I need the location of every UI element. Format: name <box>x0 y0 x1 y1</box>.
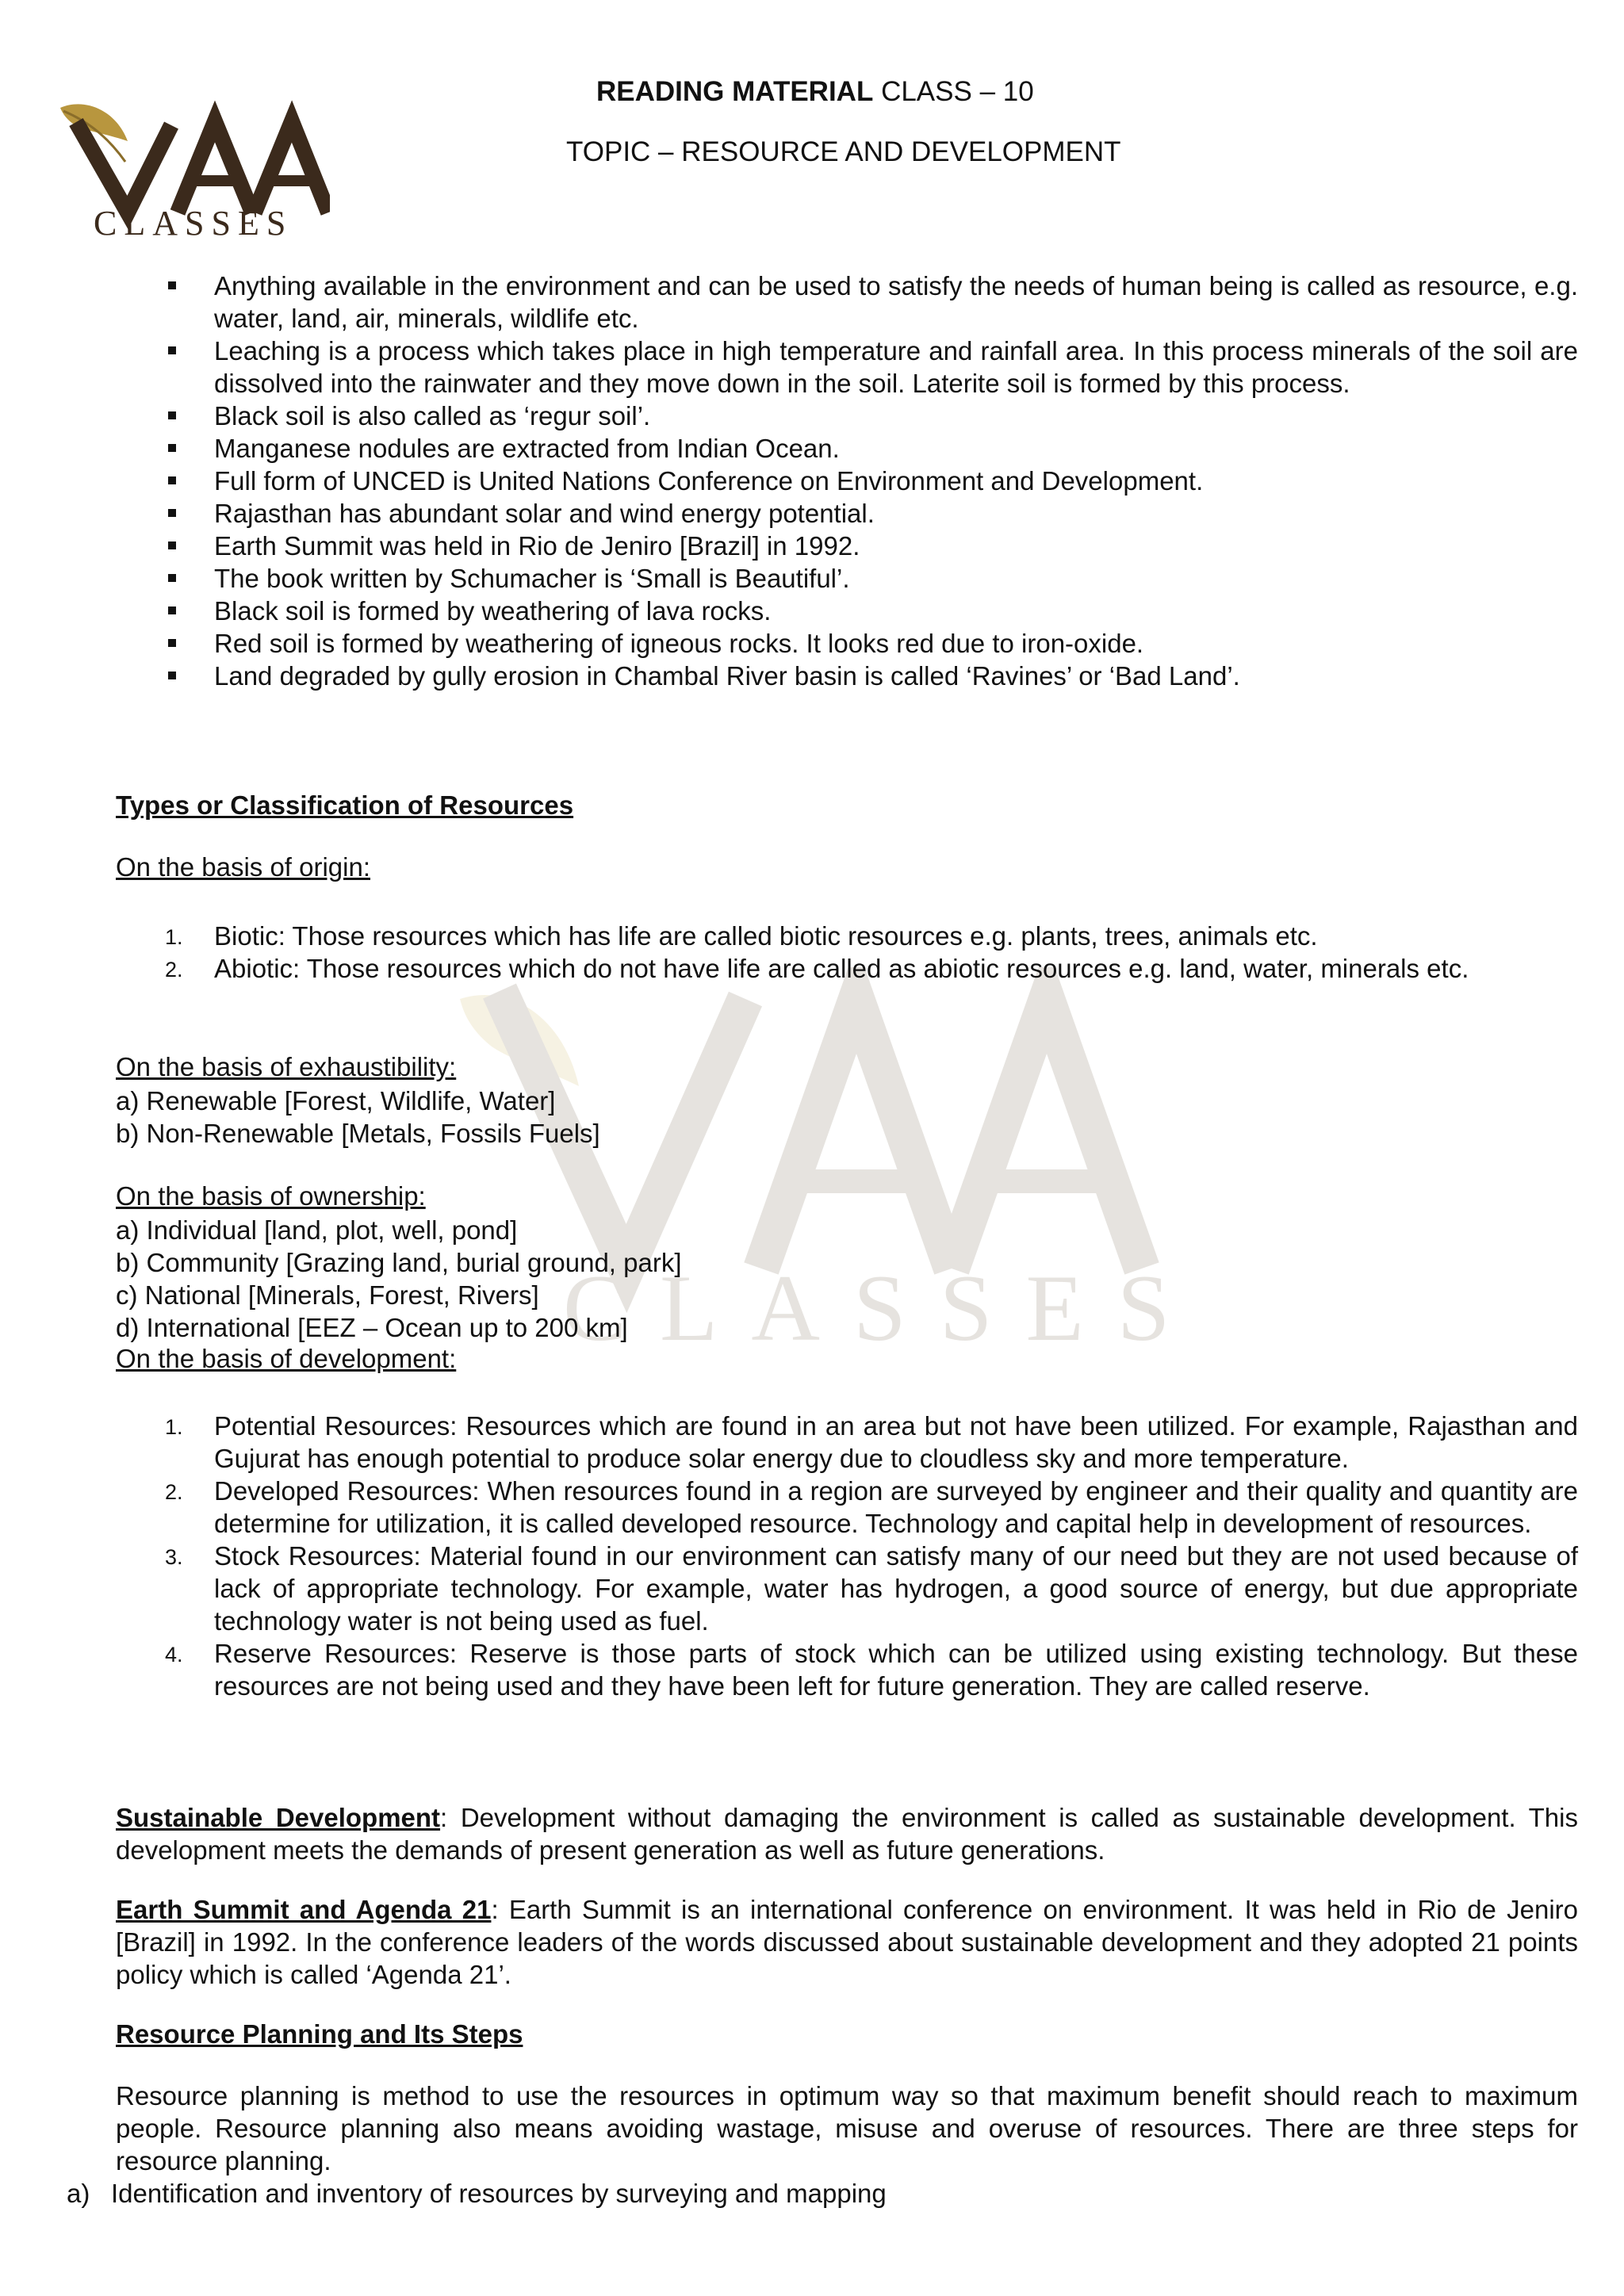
list-item: 2. Abiotic: Those resources which do not have life are called as abiotic resources e.g. land, water, minerals etc. <box>165 954 1469 983</box>
list-item: Black soil is formed by weathering of lava rocks. <box>165 595 1578 627</box>
list-item: 1. Biotic: Those resources which has life are called biotic resources e.g. plants, trees, animals etc. <box>165 921 1318 951</box>
list-item: Black soil is also called as ‘regur soil’. <box>165 400 1578 432</box>
ava-classes-logo <box>52 94 330 236</box>
planning-step: a) Identification and inventory of resources by surveying and mapping <box>67 2179 887 2208</box>
list-item: 3. Stock Resources: Material found in our environment can satisfy many of our need but they are not used because of lack of appropriate technology. For example, water has hydrogen, a good source of energy, but due appropriate technology water is not being used as fuel. <box>165 1541 1578 1636</box>
list-item: 4. Reserve Resources: Reserve is those parts of stock which can be utilized using existing technology. But these resources are not being used and they have been left for future generation. They are called reserve. <box>165 1639 1578 1701</box>
list-item: b) Community [Grazing land, burial ground, park] <box>116 1248 682 1277</box>
list-item: d) International [EEZ – Ocean up to 200 km] <box>116 1313 628 1342</box>
topic-title: TOPIC – RESOURCE AND DEVELOPMENT <box>566 136 1121 167</box>
feather-icon <box>60 104 128 141</box>
ownership-list <box>116 1214 682 1344</box>
origin-heading: On the basis of origin: <box>116 852 371 882</box>
list-item: 1. Potential Resources: Resources which are found in an area but not have been utilized. For example, Rajasthan and Gujurat has enough potential to produce solar energy due to cloudless sky and more temperature. <box>165 1411 1578 1473</box>
svg-text:CLASSES: CLASSES <box>563 1255 1204 1348</box>
list-item: c) National [Minerals, Forest, Rivers] <box>116 1280 539 1310</box>
resource-planning-heading: Resource Planning and Its Steps <box>116 2019 523 2049</box>
list-item: Full form of UNCED is United Nations Conference on Environment and Development. <box>165 465 1578 497</box>
origin-list <box>165 920 1578 985</box>
list-item: Rajasthan has abundant solar and wind energy potential. <box>165 497 1578 530</box>
list-item: Leaching is a process which takes place in high temperature and rainfall area. In this process minerals of the soil are dissolved into the rainwater and they move down in the soil. Laterite soil is formed by this process. <box>165 335 1578 400</box>
ownership-heading: On the basis of ownership: <box>116 1181 426 1211</box>
exhaustibility-list <box>116 1085 600 1150</box>
sustainable-development-paragraph: Sustainable Development: Development without damaging the environment is called as sustainable development. This development meets the demands of present generation as well as future generations. <box>116 1803 1578 1865</box>
list-item: Land degraded by gully erosion in Chambal River basin is called ‘Ravines’ or ‘Bad Land’. <box>165 660 1578 692</box>
earth-summit-paragraph: Earth Summit and Agenda 21: Earth Summit is an international conference on environment. It was held in Rio de Jeniro [Brazil] in 1992. In the conference leaders of the words discussed about sustainable development and they adopted 21 points policy which is called ‘Agenda 21’. <box>116 1895 1579 1989</box>
svg-text:CLASSES: CLASSES <box>94 204 293 236</box>
development-heading: On the basis of development: <box>116 1344 457 1373</box>
development-list <box>165 1410 1578 1702</box>
list-item: a) Individual [land, plot, well, pond] <box>116 1215 518 1245</box>
key-points-list <box>165 270 1578 692</box>
types-heading: Types or Classification of Resources <box>116 790 574 820</box>
page-title: READING MATERIAL CLASS – 10 <box>596 76 1034 107</box>
list-item: The book written by Schumacher is ‘Small is Beautiful’. <box>165 562 1578 595</box>
list-item: b) Non-Renewable [Metals, Fossils Fuels] <box>116 1119 600 1148</box>
exhaustibility-heading: On the basis of exhaustibility: <box>116 1052 457 1081</box>
list-item: Red soil is formed by weathering of igneous rocks. It looks red due to iron-oxide. <box>165 627 1578 660</box>
list-item: Manganese nodules are extracted from Indian Ocean. <box>165 432 1578 465</box>
resource-planning-paragraph: Resource planning is method to use the resources in optimum way so that maximum benefit should reach to maximum people. Resource planning also means avoiding wastage, misuse and overuse of resources. There are three steps for resource planning. <box>116 2081 1578 2175</box>
list-item: a) Renewable [Forest, Wildlife, Water] <box>116 1086 556 1115</box>
list-item: 2. Developed Resources: When resources found in a region are surveyed by engineer and their quality and quantity are determine for utilization, it is called developed resource. Technology and capital help in development of resources. <box>165 1476 1578 1538</box>
list-item: Anything available in the environment and can be used to satisfy the needs of human being is called as resource, e.g. water, land, air, minerals, wildlife etc. <box>165 270 1578 335</box>
list-item: Earth Summit was held in Rio de Jeniro [Brazil] in 1992. <box>165 530 1578 562</box>
